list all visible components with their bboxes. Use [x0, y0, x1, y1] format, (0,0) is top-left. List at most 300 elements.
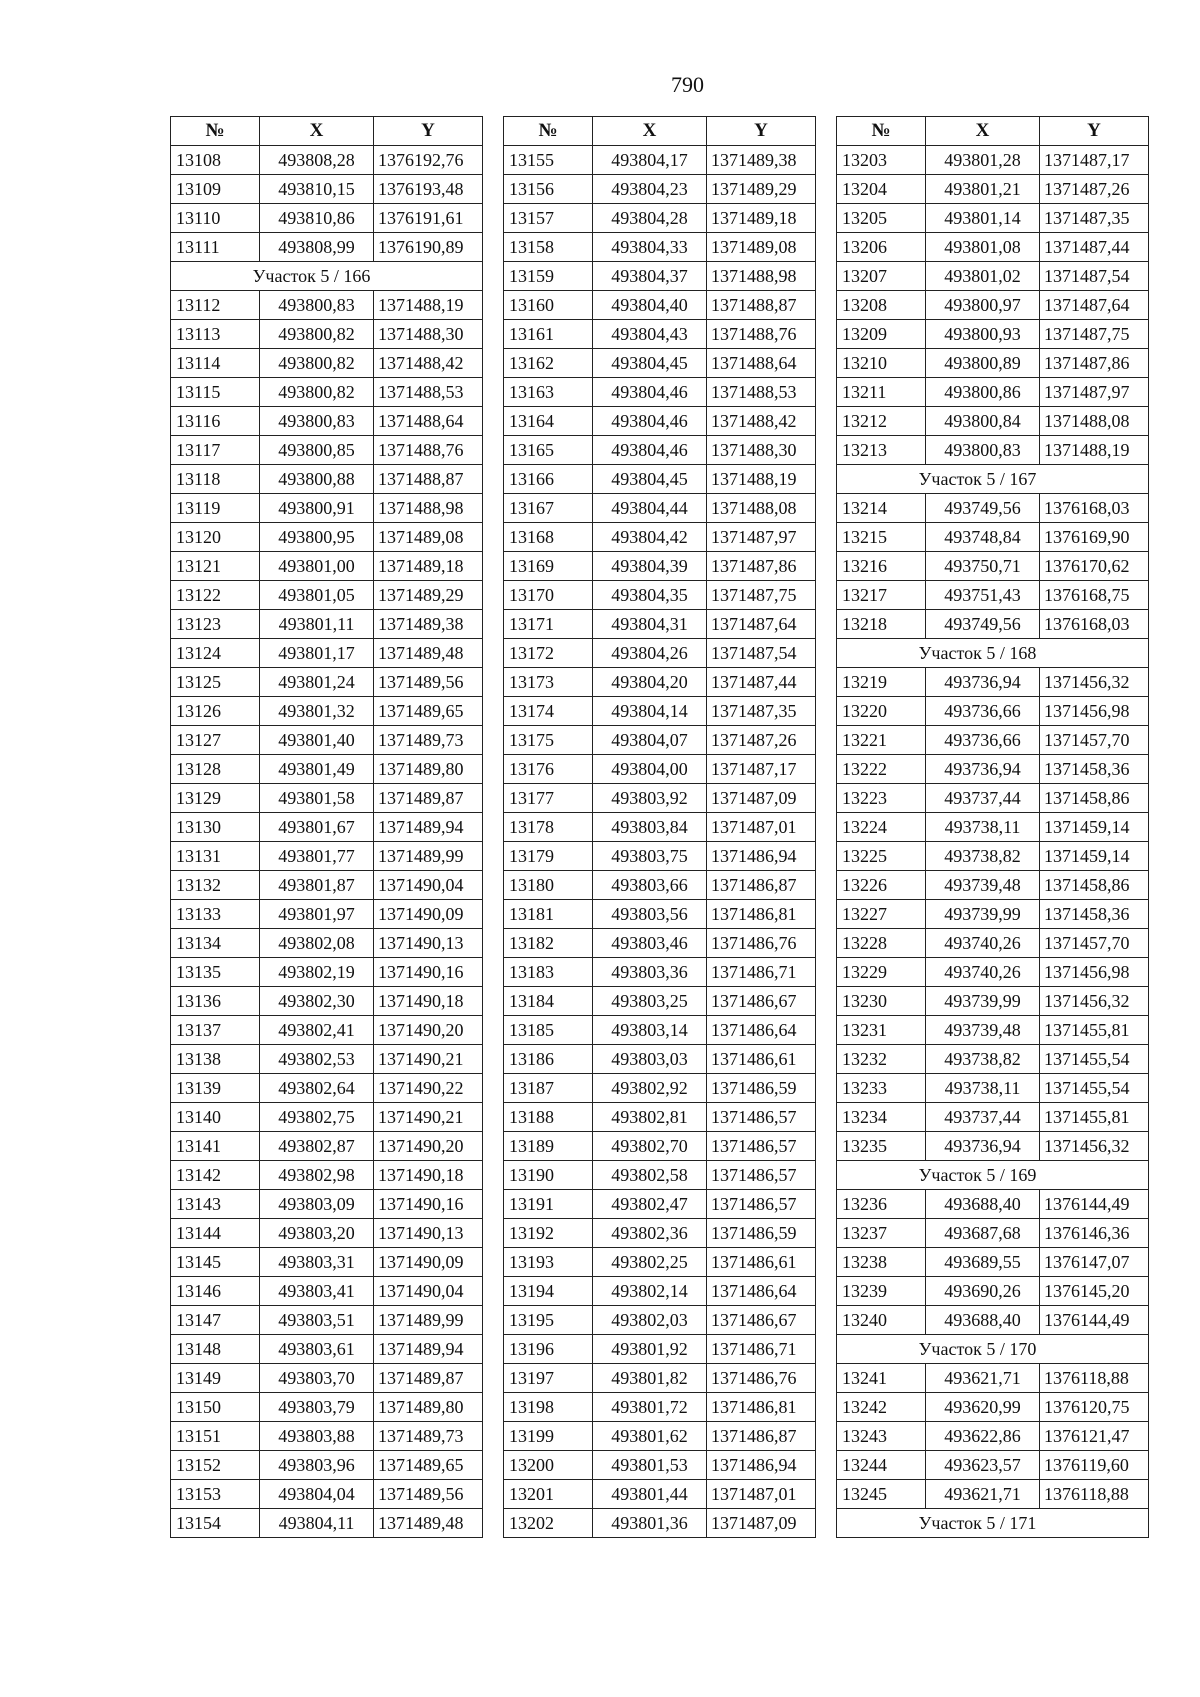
y-coordinate: 1371489,99: [374, 1306, 483, 1335]
x-coordinate: 493801,67: [260, 813, 374, 842]
point-number: 13133: [171, 900, 260, 929]
y-coordinate: 1371486,87: [707, 871, 816, 900]
x-coordinate: 493804,23: [593, 175, 707, 204]
point-number: 13187: [504, 1074, 593, 1103]
y-coordinate: 1376193,48: [374, 175, 483, 204]
x-coordinate: 493803,66: [593, 871, 707, 900]
x-coordinate: 493803,56: [593, 900, 707, 929]
point-number: 13235: [837, 1132, 926, 1161]
point-number: 13180: [504, 871, 593, 900]
y-coordinate: 1371488,76: [374, 436, 483, 465]
y-coordinate: 1376145,20: [1040, 1277, 1149, 1306]
table-row: [171, 233, 483, 262]
x-coordinate: 493804,07: [593, 726, 707, 755]
point-number: 13153: [171, 1480, 260, 1509]
table-row: [504, 1277, 816, 1306]
y-coordinate: 1371488,87: [374, 465, 483, 494]
table-row: [171, 639, 483, 668]
y-coordinate: 1371489,80: [374, 755, 483, 784]
y-coordinate: 1371490,21: [374, 1103, 483, 1132]
x-coordinate: 493804,40: [593, 291, 707, 320]
table-row: [504, 175, 816, 204]
y-coordinate: 1371489,73: [374, 1422, 483, 1451]
point-number: 13242: [837, 1393, 926, 1422]
table-row: [171, 494, 483, 523]
table-row: [171, 610, 483, 639]
table-row: [837, 204, 1149, 233]
table-row: [504, 755, 816, 784]
y-coordinate: 1371486,71: [707, 958, 816, 987]
table-row: [837, 523, 1149, 552]
point-number: 13112: [171, 291, 260, 320]
table-row: [171, 842, 483, 871]
x-coordinate: 493688,40: [926, 1190, 1040, 1219]
point-number: 13236: [837, 1190, 926, 1219]
x-coordinate: 493801,49: [260, 755, 374, 784]
point-number: 13149: [171, 1364, 260, 1393]
x-coordinate: 493737,44: [926, 784, 1040, 813]
table-header-row: [837, 117, 1149, 146]
table-row: [171, 320, 483, 349]
y-coordinate: 1371486,67: [707, 1306, 816, 1335]
table-row: [837, 697, 1149, 726]
y-coordinate: 1371455,54: [1040, 1045, 1149, 1074]
table-row: [171, 465, 483, 494]
y-coordinate: 1371486,59: [707, 1219, 816, 1248]
point-number: 13175: [504, 726, 593, 755]
table-row: [171, 1480, 483, 1509]
point-number: 13134: [171, 929, 260, 958]
x-coordinate: 493800,95: [260, 523, 374, 552]
x-coordinate: 493738,11: [926, 1074, 1040, 1103]
point-number: 13177: [504, 784, 593, 813]
x-coordinate: 493750,71: [926, 552, 1040, 581]
y-coordinate: 1371487,09: [707, 784, 816, 813]
table-row: [171, 929, 483, 958]
y-coordinate: 1371488,53: [707, 378, 816, 407]
x-coordinate: 493802,98: [260, 1161, 374, 1190]
table-row: [837, 987, 1149, 1016]
table-row: [504, 349, 816, 378]
point-number: 13157: [504, 204, 593, 233]
y-coordinate: 1376118,88: [1040, 1480, 1149, 1509]
point-number: 13222: [837, 755, 926, 784]
x-coordinate: 493801,40: [260, 726, 374, 755]
table-row: [171, 175, 483, 204]
point-number: 13135: [171, 958, 260, 987]
x-coordinate: 493736,66: [926, 697, 1040, 726]
y-coordinate: 1371486,57: [707, 1161, 816, 1190]
point-number: 13197: [504, 1364, 593, 1393]
point-number: 13219: [837, 668, 926, 697]
point-number: 13227: [837, 900, 926, 929]
point-number: 13118: [171, 465, 260, 494]
y-coordinate: 1371490,13: [374, 1219, 483, 1248]
x-coordinate: 493800,82: [260, 320, 374, 349]
table-row: [504, 813, 816, 842]
y-coordinate: 1371486,94: [707, 1451, 816, 1480]
table-row: [837, 1074, 1149, 1103]
table-row: [504, 1161, 816, 1190]
y-coordinate: 1371490,20: [374, 1016, 483, 1045]
y-coordinate: 1371487,01: [707, 1480, 816, 1509]
x-coordinate: 493800,97: [926, 291, 1040, 320]
y-coordinate: 1371486,61: [707, 1045, 816, 1074]
x-coordinate: 493751,43: [926, 581, 1040, 610]
y-coordinate: 1371486,59: [707, 1074, 816, 1103]
x-coordinate: 493804,39: [593, 552, 707, 581]
point-number: 13218: [837, 610, 926, 639]
point-number: 13121: [171, 552, 260, 581]
y-coordinate: 1371490,20: [374, 1132, 483, 1161]
header-x: X: [926, 117, 1040, 146]
table-row: [837, 755, 1149, 784]
x-coordinate: 493802,41: [260, 1016, 374, 1045]
x-coordinate: 493810,86: [260, 204, 374, 233]
x-coordinate: 493621,71: [926, 1480, 1040, 1509]
x-coordinate: 493800,85: [260, 436, 374, 465]
x-coordinate: 493801,24: [260, 668, 374, 697]
y-coordinate: 1371487,75: [707, 581, 816, 610]
x-coordinate: 493688,40: [926, 1306, 1040, 1335]
y-coordinate: 1376168,03: [1040, 494, 1149, 523]
x-coordinate: 493800,83: [260, 407, 374, 436]
x-coordinate: 493801,77: [260, 842, 374, 871]
x-coordinate: 493803,96: [260, 1451, 374, 1480]
x-coordinate: 493802,19: [260, 958, 374, 987]
y-coordinate: 1371489,87: [374, 784, 483, 813]
x-coordinate: 493803,31: [260, 1248, 374, 1277]
point-number: 13204: [837, 175, 926, 204]
y-coordinate: 1371487,64: [1040, 291, 1149, 320]
y-coordinate: 1371489,65: [374, 697, 483, 726]
x-coordinate: 493802,03: [593, 1306, 707, 1335]
y-coordinate: 1371458,36: [1040, 755, 1149, 784]
x-coordinate: 493621,71: [926, 1364, 1040, 1393]
x-coordinate: 493804,45: [593, 349, 707, 378]
y-coordinate: 1371490,16: [374, 1190, 483, 1219]
coordinates-table-3: [836, 116, 1149, 1538]
x-coordinate: 493748,84: [926, 523, 1040, 552]
table-row: [837, 175, 1149, 204]
point-number: 13110: [171, 204, 260, 233]
x-coordinate: 493736,94: [926, 755, 1040, 784]
y-coordinate: 1376146,36: [1040, 1219, 1149, 1248]
y-coordinate: 1371486,81: [707, 900, 816, 929]
y-coordinate: 1376120,75: [1040, 1393, 1149, 1422]
y-coordinate: 1371457,70: [1040, 726, 1149, 755]
y-coordinate: 1371458,86: [1040, 784, 1149, 813]
table-row: [504, 1364, 816, 1393]
table-row: [837, 436, 1149, 465]
x-coordinate: 493802,58: [593, 1161, 707, 1190]
y-coordinate: 1371456,98: [1040, 958, 1149, 987]
point-number: 13201: [504, 1480, 593, 1509]
point-number: 13129: [171, 784, 260, 813]
point-number: 13195: [504, 1306, 593, 1335]
y-coordinate: 1376144,49: [1040, 1306, 1149, 1335]
y-coordinate: 1371458,36: [1040, 900, 1149, 929]
point-number: 13159: [504, 262, 593, 291]
table-row: [504, 1103, 816, 1132]
table-row: [837, 262, 1149, 291]
point-number: 13205: [837, 204, 926, 233]
x-coordinate: 493802,81: [593, 1103, 707, 1132]
y-coordinate: 1371487,17: [1040, 146, 1149, 175]
x-coordinate: 493801,82: [593, 1364, 707, 1393]
table-row: [837, 784, 1149, 813]
table-row: [837, 1016, 1149, 1045]
table-row: [837, 1248, 1149, 1277]
x-coordinate: 493802,75: [260, 1103, 374, 1132]
table-row: [504, 552, 816, 581]
table-row: [504, 1480, 816, 1509]
point-number: 13192: [504, 1219, 593, 1248]
y-coordinate: 1371490,18: [374, 987, 483, 1016]
y-coordinate: 1371487,64: [707, 610, 816, 639]
x-coordinate: 493803,70: [260, 1364, 374, 1393]
x-coordinate: 493804,31: [593, 610, 707, 639]
point-number: 13200: [504, 1451, 593, 1480]
y-coordinate: 1371489,56: [374, 1480, 483, 1509]
header-number: №: [171, 117, 260, 146]
x-coordinate: 493802,30: [260, 987, 374, 1016]
x-coordinate: 493801,53: [593, 1451, 707, 1480]
table-row: [837, 1045, 1149, 1074]
point-number: 13215: [837, 523, 926, 552]
table-row: [504, 900, 816, 929]
point-number: 13146: [171, 1277, 260, 1306]
y-coordinate: 1371487,35: [1040, 204, 1149, 233]
table-row: [504, 1335, 816, 1364]
x-coordinate: 493803,36: [593, 958, 707, 987]
y-coordinate: 1371489,73: [374, 726, 483, 755]
point-number: 13163: [504, 378, 593, 407]
y-coordinate: 1376169,90: [1040, 523, 1149, 552]
table-header-row: [504, 117, 816, 146]
point-number: 13198: [504, 1393, 593, 1422]
x-coordinate: 493804,37: [593, 262, 707, 291]
x-coordinate: 493801,62: [593, 1422, 707, 1451]
point-number: 13117: [171, 436, 260, 465]
point-number: 13147: [171, 1306, 260, 1335]
point-number: 13216: [837, 552, 926, 581]
table-row: [837, 610, 1149, 639]
x-coordinate: 493803,14: [593, 1016, 707, 1045]
table-row: [504, 146, 816, 175]
y-coordinate: 1371459,14: [1040, 842, 1149, 871]
y-coordinate: 1371488,08: [707, 494, 816, 523]
point-number: 13232: [837, 1045, 926, 1074]
y-coordinate: 1371487,35: [707, 697, 816, 726]
point-number: 13139: [171, 1074, 260, 1103]
point-number: 13238: [837, 1248, 926, 1277]
x-coordinate: 493800,82: [260, 378, 374, 407]
table-row: [837, 1277, 1149, 1306]
x-coordinate: 493739,48: [926, 1016, 1040, 1045]
y-coordinate: 1371457,70: [1040, 929, 1149, 958]
x-coordinate: 493801,14: [926, 204, 1040, 233]
table-row: [504, 726, 816, 755]
y-coordinate: 1371490,04: [374, 871, 483, 900]
table-row: [171, 1277, 483, 1306]
point-number: 13169: [504, 552, 593, 581]
x-coordinate: 493800,89: [926, 349, 1040, 378]
point-number: 13144: [171, 1219, 260, 1248]
x-coordinate: 493622,86: [926, 1422, 1040, 1451]
section-label: Участок 5 / 169: [837, 1161, 1149, 1190]
y-coordinate: 1376144,49: [1040, 1190, 1149, 1219]
point-number: 13145: [171, 1248, 260, 1277]
y-coordinate: 1371489,87: [374, 1364, 483, 1393]
y-coordinate: 1371490,21: [374, 1045, 483, 1074]
table-row: [504, 320, 816, 349]
y-coordinate: 1371487,54: [707, 639, 816, 668]
point-number: 13143: [171, 1190, 260, 1219]
section-row: [837, 1335, 1149, 1364]
x-coordinate: 493803,41: [260, 1277, 374, 1306]
coordinates-table-1: [170, 116, 483, 1538]
point-number: 13245: [837, 1480, 926, 1509]
y-coordinate: 1371488,76: [707, 320, 816, 349]
table-row: [171, 726, 483, 755]
y-coordinate: 1371489,80: [374, 1393, 483, 1422]
x-coordinate: 493801,05: [260, 581, 374, 610]
table-row: [504, 291, 816, 320]
table-row: [837, 378, 1149, 407]
y-coordinate: 1371490,18: [374, 1161, 483, 1190]
point-number: 13199: [504, 1422, 593, 1451]
x-coordinate: 493802,08: [260, 929, 374, 958]
y-coordinate: 1371489,94: [374, 813, 483, 842]
point-number: 13190: [504, 1161, 593, 1190]
y-coordinate: 1371486,64: [707, 1016, 816, 1045]
x-coordinate: 493804,14: [593, 697, 707, 726]
point-number: 13241: [837, 1364, 926, 1393]
y-coordinate: 1371486,76: [707, 1364, 816, 1393]
y-coordinate: 1371487,44: [1040, 233, 1149, 262]
point-number: 13120: [171, 523, 260, 552]
point-number: 13171: [504, 610, 593, 639]
point-number: 13152: [171, 1451, 260, 1480]
table-row: [504, 610, 816, 639]
x-coordinate: 493803,61: [260, 1335, 374, 1364]
table-row: [504, 1509, 816, 1538]
point-number: 13136: [171, 987, 260, 1016]
y-coordinate: 1371489,94: [374, 1335, 483, 1364]
point-number: 13234: [837, 1103, 926, 1132]
y-coordinate: 1371488,64: [374, 407, 483, 436]
y-coordinate: 1371487,09: [707, 1509, 816, 1538]
x-coordinate: 493802,25: [593, 1248, 707, 1277]
table-row: [504, 1219, 816, 1248]
x-coordinate: 493803,79: [260, 1393, 374, 1422]
section-row: [837, 1509, 1149, 1538]
table-row: [504, 436, 816, 465]
x-coordinate: 493802,53: [260, 1045, 374, 1074]
point-number: 13140: [171, 1103, 260, 1132]
x-coordinate: 493800,93: [926, 320, 1040, 349]
table-row: [504, 784, 816, 813]
point-number: 13212: [837, 407, 926, 436]
table-row: [837, 842, 1149, 871]
y-coordinate: 1371486,81: [707, 1393, 816, 1422]
table-row: [171, 784, 483, 813]
table-row: [171, 146, 483, 175]
table-row: [837, 581, 1149, 610]
table-row: [171, 1103, 483, 1132]
y-coordinate: 1376118,88: [1040, 1364, 1149, 1393]
y-coordinate: 1371490,09: [374, 900, 483, 929]
x-coordinate: 493803,84: [593, 813, 707, 842]
point-number: 13160: [504, 291, 593, 320]
table-row: [837, 349, 1149, 378]
y-coordinate: 1371489,65: [374, 1451, 483, 1480]
x-coordinate: 493740,26: [926, 958, 1040, 987]
table-row: [837, 900, 1149, 929]
x-coordinate: 493800,91: [260, 494, 374, 523]
table-row: [171, 204, 483, 233]
point-number: 13223: [837, 784, 926, 813]
table-row: [171, 349, 483, 378]
table-row: [504, 871, 816, 900]
y-coordinate: 1371489,29: [707, 175, 816, 204]
x-coordinate: 493801,11: [260, 610, 374, 639]
y-coordinate: 1371486,57: [707, 1132, 816, 1161]
y-coordinate: 1371488,53: [374, 378, 483, 407]
point-number: 13165: [504, 436, 593, 465]
section-row: [171, 262, 483, 291]
x-coordinate: 493689,55: [926, 1248, 1040, 1277]
x-coordinate: 493739,99: [926, 987, 1040, 1016]
page-number: 790: [671, 72, 704, 97]
x-coordinate: 493800,82: [260, 349, 374, 378]
y-coordinate: 1371489,48: [374, 1509, 483, 1538]
x-coordinate: 493736,94: [926, 1132, 1040, 1161]
header-number: №: [504, 117, 593, 146]
point-number: 13109: [171, 175, 260, 204]
x-coordinate: 493803,25: [593, 987, 707, 1016]
header-x: X: [260, 117, 374, 146]
point-number: 13210: [837, 349, 926, 378]
point-number: 13173: [504, 668, 593, 697]
table-row: [837, 1306, 1149, 1335]
point-number: 13115: [171, 378, 260, 407]
point-number: 13181: [504, 900, 593, 929]
y-coordinate: 1371489,38: [707, 146, 816, 175]
table-row: [837, 233, 1149, 262]
table-row: [504, 204, 816, 233]
y-coordinate: 1376168,03: [1040, 610, 1149, 639]
table-row: [504, 1248, 816, 1277]
y-coordinate: 1376190,89: [374, 233, 483, 262]
x-coordinate: 493801,21: [926, 175, 1040, 204]
table-row: [504, 262, 816, 291]
table-row: [504, 233, 816, 262]
point-number: 13113: [171, 320, 260, 349]
point-number: 13155: [504, 146, 593, 175]
point-number: 13225: [837, 842, 926, 871]
table-row: [837, 146, 1149, 175]
x-coordinate: 493687,68: [926, 1219, 1040, 1248]
x-coordinate: 493801,72: [593, 1393, 707, 1422]
point-number: 13174: [504, 697, 593, 726]
point-number: 13196: [504, 1335, 593, 1364]
table-row: [171, 958, 483, 987]
x-coordinate: 493800,84: [926, 407, 1040, 436]
y-coordinate: 1371487,26: [707, 726, 816, 755]
point-number: 13162: [504, 349, 593, 378]
